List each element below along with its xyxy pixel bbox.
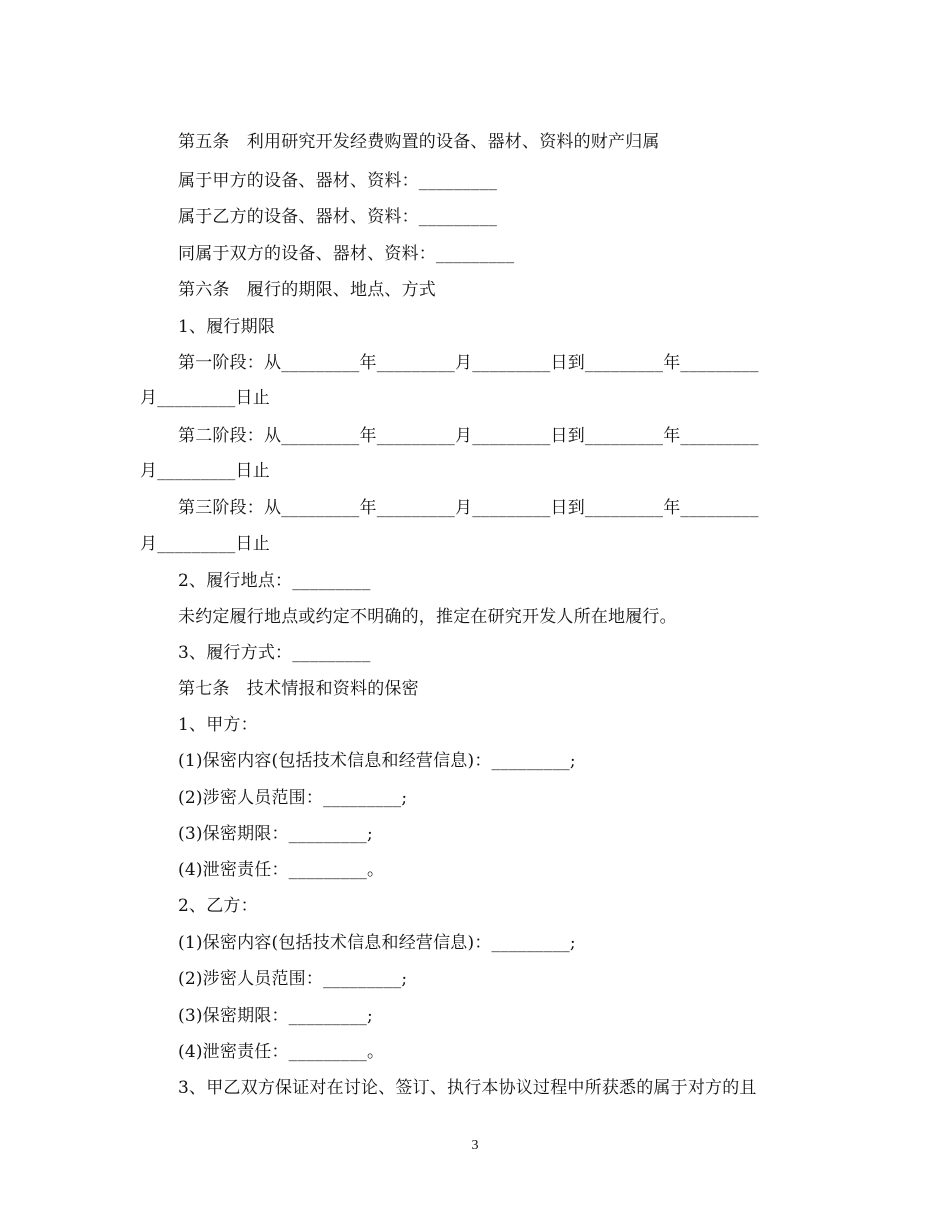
- party-b-personnel-scope: (2)涉密人员范围：_________;: [178, 969, 408, 989]
- stage-2-line: 第二阶段：从_________年_________月_________日到_________年_________: [178, 426, 759, 446]
- article-6-heading: 第六条 履行的期限、地点、方式: [178, 280, 436, 300]
- party-a-heading: 1、甲方：: [178, 715, 258, 735]
- party-a-confidential-content: (1)保密内容(包括技术信息和经营信息)：_________;: [178, 751, 576, 771]
- stage-3-continuation: 月_________日止: [140, 534, 270, 554]
- party-a-confidential-period: (3)保密期限：_________;: [178, 824, 373, 844]
- mutual-confidentiality-clause: 3、甲乙双方保证对在讨论、签订、执行本协议过程中所获悉的属于对方的且: [178, 1078, 757, 1098]
- page-number: 3: [471, 1138, 479, 1153]
- performance-method-line: 3、履行方式：_________: [178, 643, 371, 663]
- article-5-heading: 第五条 利用研究开发经费购置的设备、器材、资料的财产归属: [178, 132, 660, 152]
- stage-3-line: 第三阶段：从_________年_________月_________日到_________年_________: [178, 498, 759, 518]
- party-a-leak-liability: (4)泄密责任：_________。: [178, 860, 385, 880]
- party-a-equipment-line: 属于甲方的设备、器材、资料：_________: [178, 171, 498, 191]
- performance-location-line: 2、履行地点：_________: [178, 571, 371, 591]
- performance-period-heading: 1、履行期限: [178, 317, 276, 337]
- stage-1-continuation: 月_________日止: [140, 388, 270, 408]
- party-b-heading: 2、乙方：: [178, 896, 258, 916]
- party-b-confidential-period: (3)保密期限：_________;: [178, 1006, 373, 1026]
- joint-equipment-line: 同属于双方的设备、器材、资料：_________: [178, 244, 515, 264]
- article-7-heading: 第七条 技术情报和资料的保密: [178, 679, 419, 699]
- stage-2-continuation: 月_________日止: [140, 461, 270, 481]
- party-b-confidential-content: (1)保密内容(包括技术信息和经营信息)：_________;: [178, 933, 576, 953]
- stage-1-line: 第一阶段：从_________年_________月_________日到_________年_________: [178, 353, 759, 373]
- default-location-note: 未约定履行地点或约定不明确的，推定在研究开发人所在地履行。: [178, 607, 677, 627]
- party-a-personnel-scope: (2)涉密人员范围：_________;: [178, 788, 408, 808]
- party-b-equipment-line: 属于乙方的设备、器材、资料：_________: [178, 207, 498, 227]
- party-b-leak-liability: (4)泄密责任：_________。: [178, 1042, 385, 1062]
